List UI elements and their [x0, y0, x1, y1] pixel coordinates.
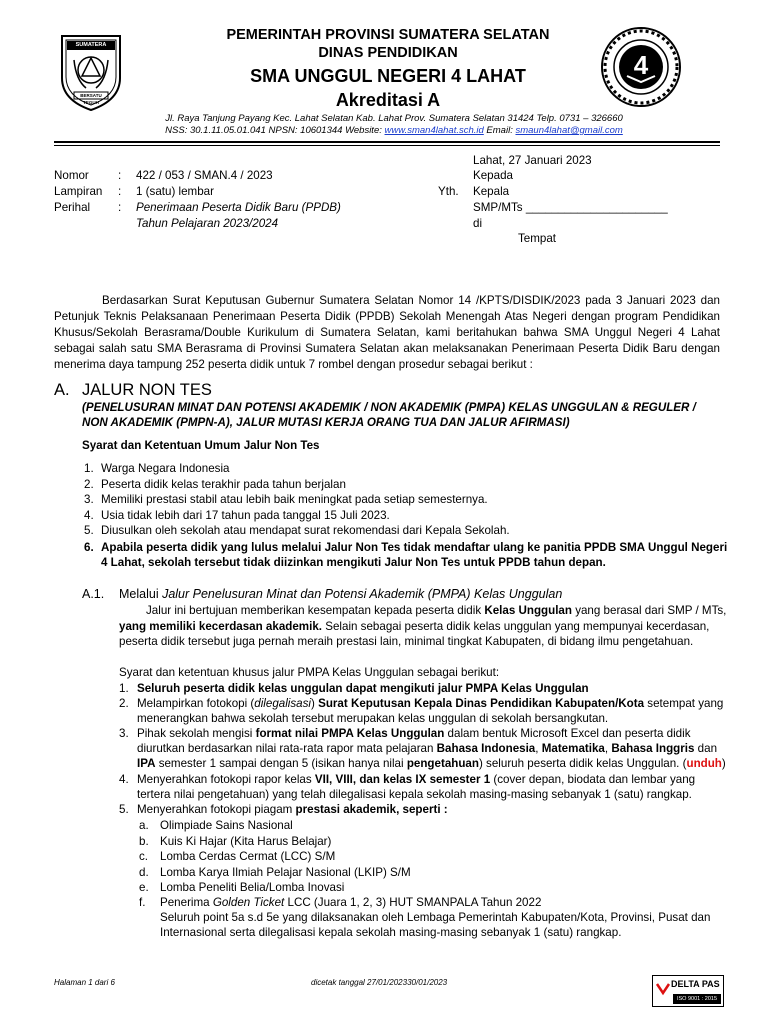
perihal-colon: : [118, 201, 122, 214]
header-accreditation: Akreditasi A [335, 90, 441, 110]
sub-item-text: Lomba Karya Ilmiah Pelajar Nasional (LKIP) S/M [160, 865, 411, 879]
intro-text: Berdasarkan Surat Keputusan Gubernur Sumatera Selatan Nomor 14 /KPTS/DISDIK/2023 pada 3 Januari 2023 dan Petunjuk Teknis Pelaksanaan Penerimaan Peserta Didik (PPDB) Sekolah Menengah Atas Negeri dengan program Pendidikan Khusus/Sekolah Berasrama/Double Kurikulum di Sumatera Selatan, kami beritahukan bahwa SMA Unggul Negeri 4 Lahat sebagai salah satu SMA Berasrama di Provinsi Sumatera Selatan akan melaksanakan Penerimaan Peserta Didik Baru dengan menerima daya tampung 252 peserta didik untuk 7 rombel dengan prosedur sebagai berikut : [54, 294, 720, 371]
k2-dilegalisasi: dilegalisasi [254, 697, 311, 710]
k2-line2: menerangkan bahwa sekolah tersebut merupakan kelas unggulan di sekolah bersangkutan. [137, 712, 609, 725]
sub-item-text: Olimpiade Sains Nasional [160, 819, 293, 832]
sub-item-text: Lomba Cerdas Cermat (LCC) S/M [160, 850, 336, 863]
header-address: Jl. Raya Tanjung Payang Kec. Lahat Selatan Kab. Lahat Prov. Sumatera Selatan 31424 Telp. 0731 – 326660 [165, 113, 623, 124]
umum-item-number: 4. [84, 508, 94, 522]
k3-bindo: Bahasa Indonesia [436, 742, 536, 755]
a1-p1-line3: peserta didik tersebut juga pernah meraih prestasi lain, minimal tingkat Kabupaten, di bidang ilmu pengetahuan. [119, 635, 694, 648]
lampiran-value: 1 (satu) lembar [136, 185, 214, 198]
umum-item-6-line1: Apabila peserta didik yang lulus melalui Jalur Non Tes tidak mendaftar ulang ke panitia PPDB SMA Unggul Negeri [101, 541, 728, 554]
header-school-name: SMA UNGGUL NEGERI 4 LAHAT [250, 66, 526, 86]
k2-a: Melampirkan fotokopi ( [137, 697, 255, 710]
k5-line1 [137, 802, 448, 818]
perihal-label: Perihal [54, 201, 91, 214]
k3-dan: dan [694, 742, 718, 755]
yth-label: Yth. [438, 185, 459, 198]
a1-p1-kecerdasan: yang memiliki kecerdasan akademik. [119, 620, 323, 633]
a1-p1-line2 [119, 619, 709, 635]
k4-c: (cover depan, biodata dan lembar yang [490, 773, 696, 786]
k3-c: dalam bentuk Microsoft Excel dan peserta didik [444, 727, 691, 740]
khusus-intro: Syarat dan ketentuan khusus jalur PMPA Kelas Unggulan sebagai berikut: [119, 666, 500, 679]
k3-line3 [137, 756, 726, 772]
note-line1: Seluruh point 5a s.d 5e yang dilaksanakan oleh Lembaga Pemerintah Kabupaten/Kota, Provinsi, Pusat dan [160, 911, 711, 924]
a1-number: A.1. [82, 587, 105, 601]
sub-f-golden: Golden Ticket [212, 896, 285, 909]
umum-item-6-line2: 4 Lahat, sekolah tersebut tidak diizinkan mengikuti Jalur Non Tes untuk PPDB tahun depan. [101, 556, 606, 569]
k2-line1 [137, 696, 723, 712]
umum-item-text: Peserta didik kelas terakhir pada tahun berjalan [101, 477, 346, 491]
nomor-colon: : [118, 169, 122, 182]
section-a-letter: A. [54, 381, 70, 399]
a1-p1-kelas-unggulan: Kelas Unggulan [484, 604, 572, 617]
k4-line2: tertera nilai pengetahuan) yang telah dilegalisasi kepala sekolah masing-masing sebanyak 1 (satu) rangkap. [137, 788, 692, 801]
a1-p1-text: Jalur ini bertujuan memberikan kesempatan kepada peserta didik [146, 604, 485, 617]
k2-sk-kadis: Surat Keputusan Kepala Dinas Pendidikan Kabupaten/Kota [318, 697, 645, 710]
k4-line1 [137, 772, 695, 788]
badge-subtitle: ISO 9001 : 2015 [673, 994, 721, 1004]
umum-item-text: Usia tidak lebih dari 17 tahun pada tanggal 15 Juli 2023. [101, 508, 390, 522]
perihal-value: Penerimaan Peserta Didik Baru (PPDB) [136, 201, 341, 214]
sub-f-number: f. [139, 896, 146, 909]
k4-a: Menyerahkan fotokopi rapor kelas [137, 773, 315, 786]
k3-line1 [137, 726, 691, 742]
k2-number: 2. [119, 697, 129, 710]
unduh-link[interactable]: unduh [686, 757, 722, 770]
umum-item-number: 3. [84, 493, 94, 506]
recipient-line: SMP/MTs ______________________ [473, 201, 668, 214]
header-department: DINAS PENDIDIKAN [318, 45, 458, 61]
school-logo-number: 4 [633, 50, 649, 80]
umum-item-6-number: 6. [84, 541, 94, 554]
sub-item-text: Kuis Ki Hajar (Kita Harus Belajar) [160, 834, 332, 848]
umum-item-text: Diusulkan oleh sekolah atau mendapat surat rekomendasi dari Kepala Sekolah. [101, 524, 510, 537]
umum-item-number: 5. [84, 524, 94, 537]
k2-e: setempat yang [644, 697, 724, 710]
sub-item-text: Lomba Peneliti Belia/Lomba Inovasi [160, 881, 345, 894]
page-number: Halaman 1 dari 6 [54, 978, 115, 987]
k3-d: diurutkan berdasarkan nilai rata-rata rapor mata pelajaran [137, 742, 437, 755]
province-logo-motto: BERSATU TEGUH [80, 93, 102, 105]
province-logo-text: SUMATERA SELATAN [75, 42, 107, 57]
k3-line2 [137, 741, 717, 757]
syarat-umum-title: Syarat dan Ketentuan Umum Jalur Non Tes [82, 439, 320, 452]
k1-number: 1. [119, 682, 129, 695]
a1-p1-origin: yang berasal dari SMP / MTs, [571, 604, 727, 617]
k3-ipa: IPA [137, 757, 156, 770]
k3-comma1: , [535, 742, 542, 755]
website-link[interactable]: www.sman4lahat.sch.id [384, 125, 484, 136]
header-nss: NSS: 30.1.11.05.01.041 NPSN: 10601344 Website: [165, 125, 385, 136]
print-date: dicetak tanggal 27/01/202330/01/2023 [311, 978, 448, 987]
kepala-label: Kepala [473, 185, 510, 198]
header-rule-thick [54, 141, 720, 143]
k3-mtk: Matematika [541, 742, 605, 755]
k3-comma2: , [604, 742, 612, 755]
header-contact [10, 125, 778, 136]
k3-format: format nilai PMPA Kelas Unggulan [255, 727, 445, 740]
section-a-title: JALUR NON TES [82, 381, 212, 399]
umum-item-text: Memiliki prestasi stabil atau lebih baik meningkat pada setiap semesternya. [101, 493, 488, 506]
email-link[interactable]: smaun4lahat@gmail.com [515, 125, 623, 136]
a1-p1-line1 [146, 603, 726, 619]
email-label: Email: [483, 125, 516, 136]
k4-kelas: VII, VIII, dan kelas IX semester 1 [314, 773, 491, 786]
sub-item-letter: b. [139, 834, 149, 848]
k3-n: ) seluruh peserta didik kelas Unggulan. ( [478, 757, 687, 770]
k5-prestasi: prestasi akademik, seperti : [295, 803, 448, 816]
sub-item-letter: a. [139, 819, 149, 832]
a1-heading [119, 586, 562, 602]
nomor-value: 422 / 053 / SMAN.4 / 2023 [136, 169, 273, 182]
k3-a: Pihak sekolah mengisi [137, 727, 256, 740]
sub-item-letter: c. [139, 850, 149, 863]
nomor-label: Nomor [54, 169, 89, 182]
a1-p1-selain: Selain sebagai peserta didik kelas unggulan yang mempunyai kecerdasan, [322, 620, 710, 633]
k3-close: ) [721, 757, 726, 770]
di-label: di [473, 217, 483, 230]
sub-f-text [160, 895, 541, 911]
kepada-label: Kepada [473, 169, 513, 182]
sub-item-letter: e. [139, 881, 149, 894]
umum-item-number: 1. [84, 462, 94, 475]
k3-bing: Bahasa Inggris [611, 742, 695, 755]
k5-a: Menyerahkan fotokopi piagam [137, 803, 296, 816]
header-government: PEMERINTAH PROVINSI SUMATERA SELATAN [226, 27, 550, 43]
lampiran-label: Lampiran [54, 185, 103, 198]
k4-number: 4. [119, 773, 129, 786]
k5-number: 5. [119, 803, 129, 816]
k3-l: semester 1 sampai dengan 5 (isikan hanya nilai [155, 757, 407, 770]
intro-paragraph [54, 293, 720, 373]
k1-text: Seluruh peserta didik kelas unggulan dapat mengikuti jalur PMPA Kelas Unggulan [137, 682, 589, 695]
a1-prefix: Melalui [119, 587, 163, 601]
letter-date: Lahat, 27 Januari 2023 [473, 154, 592, 167]
umum-item-number: 2. [84, 477, 94, 491]
k3-pengetahuan: pengetahuan [406, 757, 479, 770]
header-rule-thin [54, 145, 720, 146]
lampiran-colon: : [118, 185, 122, 198]
sub-f-c: LCC (Juara 1, 2, 3) HUT SMANPALA Tahun 2022 [284, 896, 542, 909]
umum-item-text: Warga Negara Indonesia [101, 462, 230, 475]
k2-c: ) [311, 697, 319, 710]
perihal-value-year: Tahun Pelajaran 2023/2024 [136, 217, 279, 230]
iso-badge [652, 975, 724, 1007]
sub-item-letter: d. [139, 865, 149, 879]
sub-f-a: Penerima [160, 896, 213, 909]
section-a-subtitle: (PENELUSURAN MINAT DAN POTENSI AKADEMIK / NON AKADEMIK (PMPA) KELAS UNGGULAN & REGULER / NON AKADEMIK (PMPN-A), JALUR MUTASI KERJA ORANG TUA DAN JALUR AFIRMASI) [82, 401, 696, 429]
a1-title: Jalur Penelusuran Minat dan Potensi Akademik (PMPA) Kelas Unggulan [162, 587, 563, 601]
badge-mark-icon [656, 982, 670, 994]
tempat-label: Tempat [518, 232, 557, 245]
note-line2: Internasional serta dilegalisasi kepala sekolah masing-masing sebanyak 1 (satu) rangkap. [160, 926, 622, 939]
badge-title: DELTA PAS [671, 979, 720, 989]
k3-number: 3. [119, 727, 129, 740]
